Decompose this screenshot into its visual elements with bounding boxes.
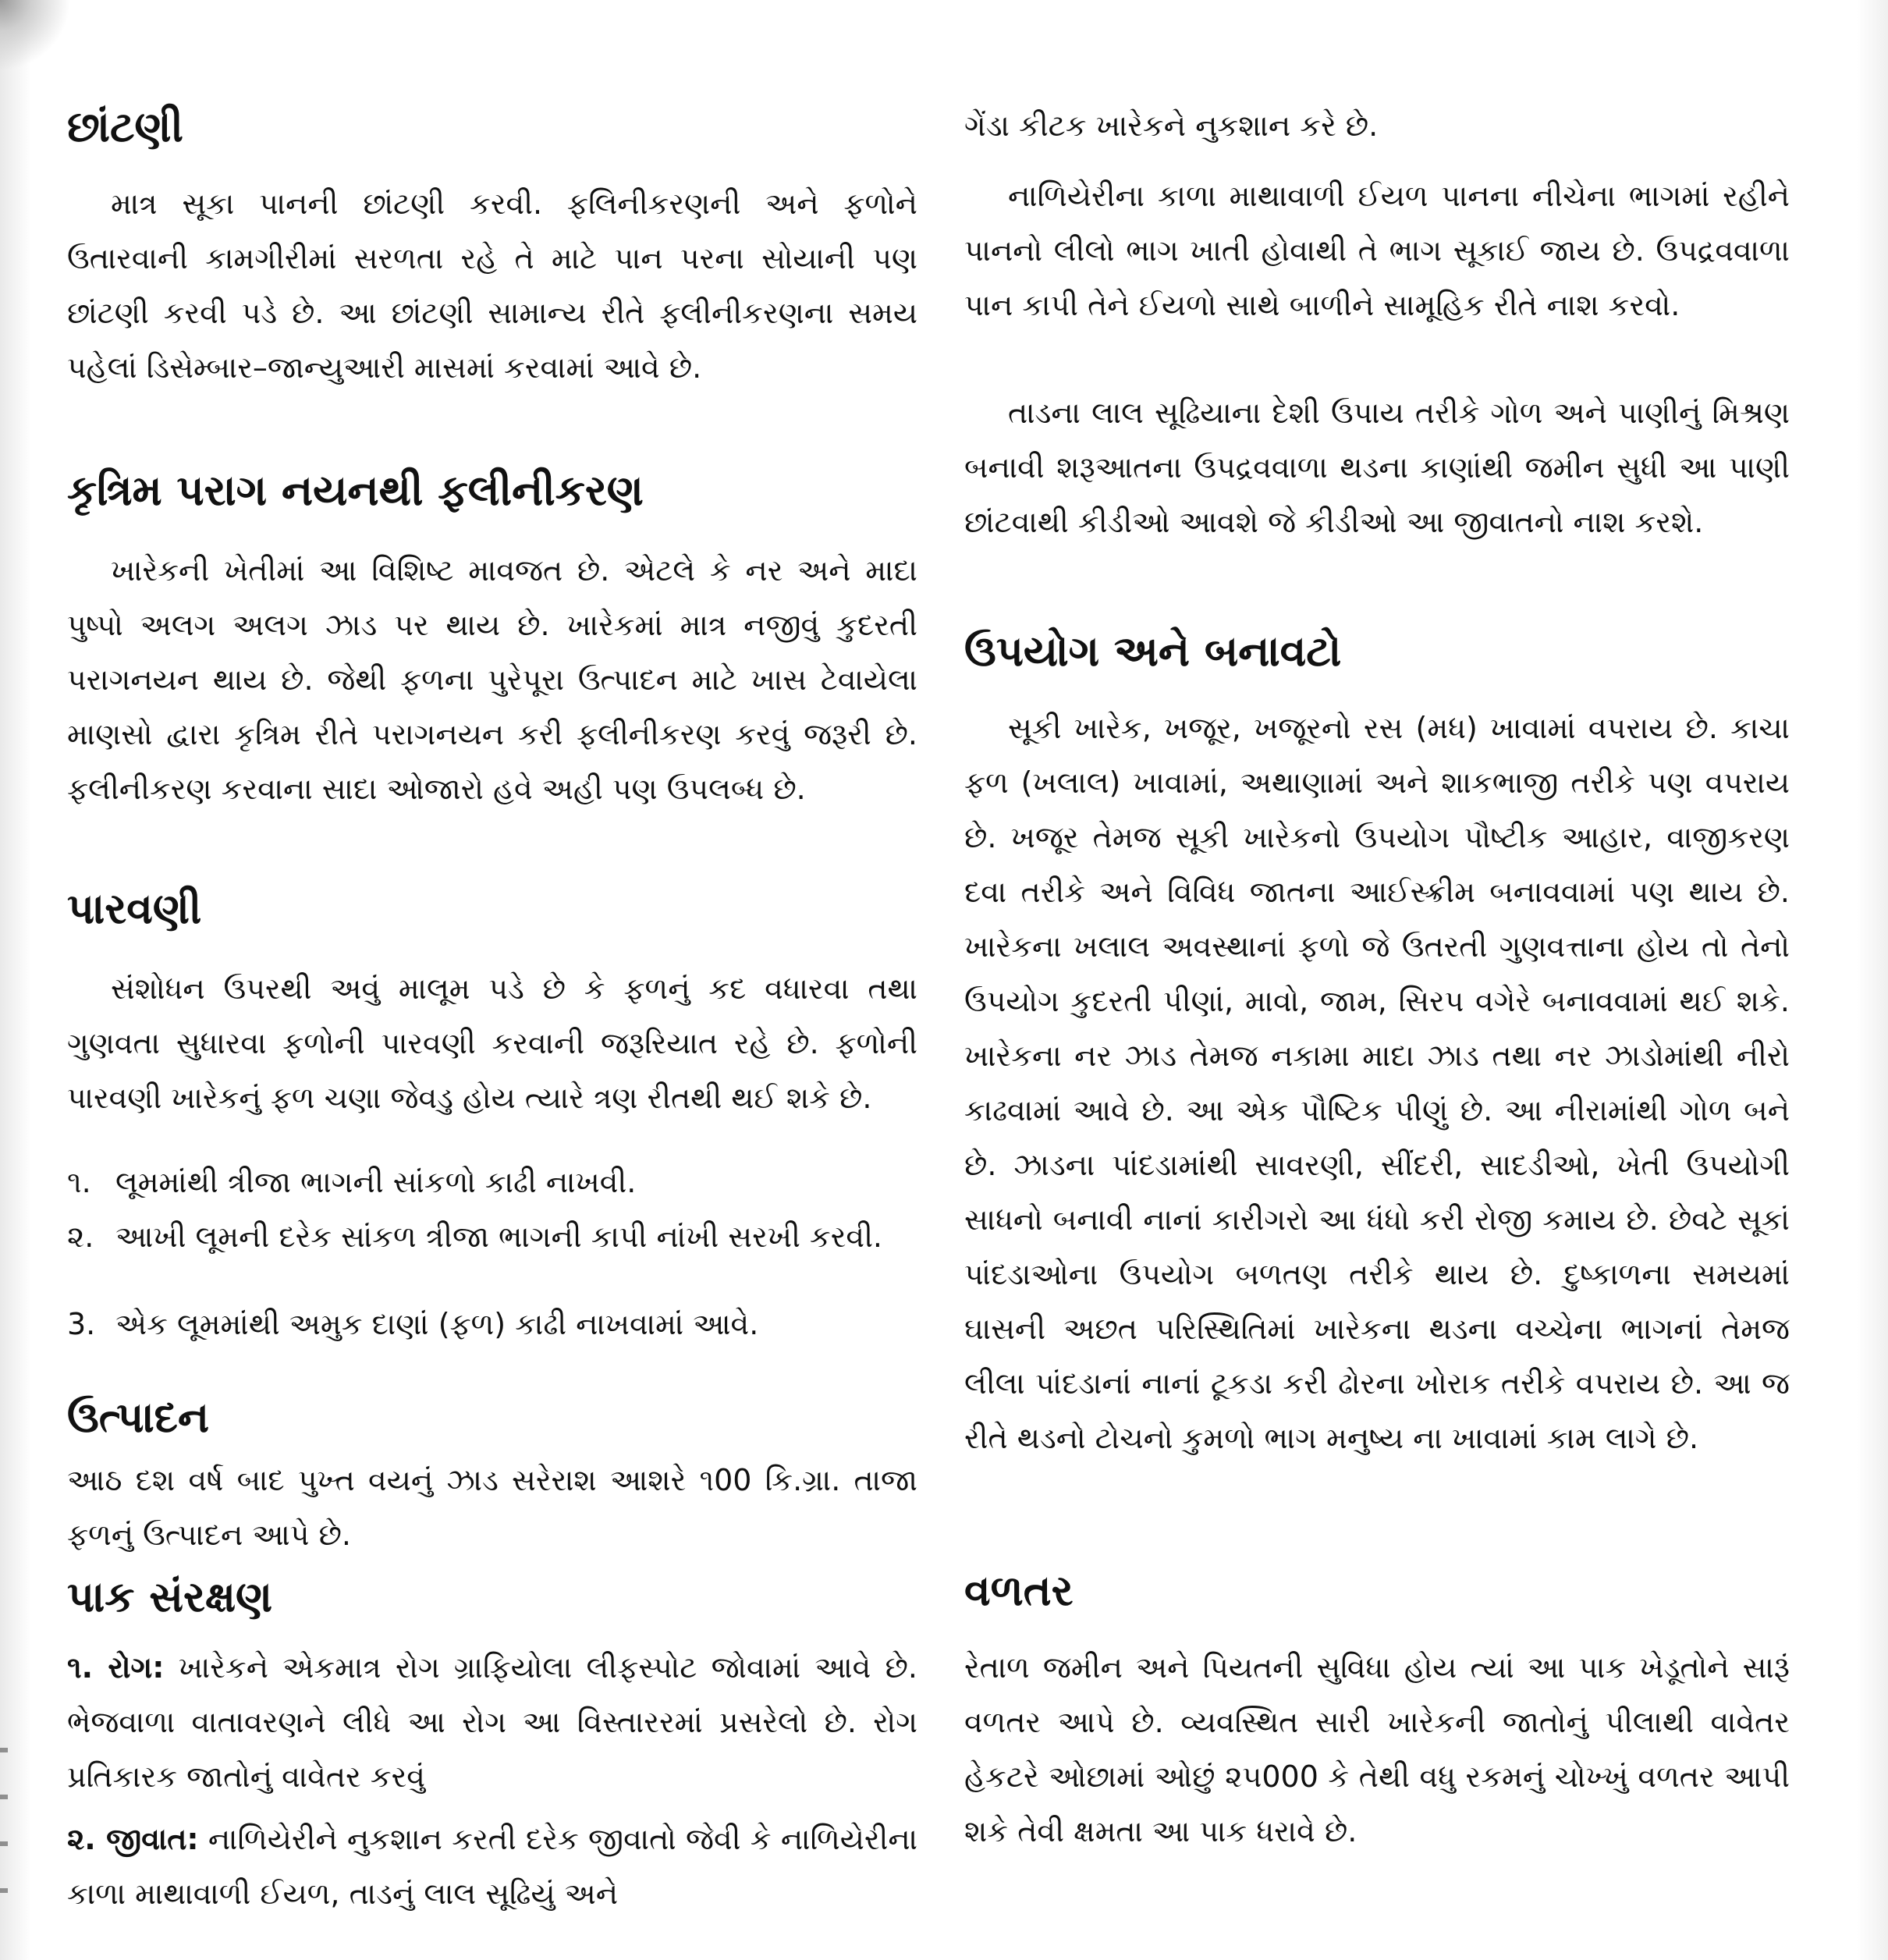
- heading-chhatni: છાંટણી: [67, 102, 183, 151]
- jivat-label: ૨. જીવાત:: [67, 1822, 199, 1856]
- para-sudhiya-upay: તાડના લાલ સૂઢિયાના દેશી ઉપાય તરીકે ગોળ અને પાણીનું મિશ્રણ બનાવી શરૂઆતના ઉપદ્રવવાળા થડના કાણાંથી જમીન સુધી આ પાણી છાંટવાથી કીડીઓ આવશે જે કીડીઓ આ જીવાતનો નાશ કરશે.: [964, 396, 1790, 539]
- para-jivat: [67, 1812, 917, 1921]
- heading-krutrim-paragnayan: કૃત્રિમ પરાગ નયનથી ફલીનીકરણ: [67, 466, 644, 515]
- para-upyog: સૂકી ખારેક, ખજૂર, ખજૂરનો રસ (મધ) ખાવામાં વપરાય છે. કાચા ફળ (ખલાલ) ખાવામાં, અથાણામાં અને શાકભાજી તરીકે પણ વપરાય છે. ખજૂર તેમજ સૂકી ખારેકનો ઉપયોગ પૌષ્ટીક આહાર, વાજીકરણ દવા તરીકે અને વિવિધ જાતના આઈસ્ક્રીમ બનાવવામાં પણ થાય છે. ખારેકના ખલાલ અવસ્થાનાં ફળો જે ઉતરતી ગુણવત્તાના હોય તો તેનો ઉપયોગ કુદરતી પીણાં, માવો, જામ, સિરપ વગેરે બનાવવામાં થઈ શકે. ખારેકના નર ઝાડ તેમજ નકામા માદા ઝાડ તથા નર ઝાડોમાંથી નીરો કાઢવામાં આવે છે. આ એક પૌષ્ટિક પીણું છે. આ નીરામાંથી ગોળ બને છે. ઝાડના પાંદડામાંથી સાવરણી, સીંદરી, સાદડીઓ, ખેતી ઉપયોગી સાધનો બનાવી નાનાં કારીગરો આ ધંધો કરી રોજી કમાય છે. છેવટે સૂકાં પાંદડાઓના ઉપયોગ બળતણ તરીકે થાય છે. દુષ્કાળના સમયમાં ઘાસની અછત પરિસ્થિતિમાં ખારેકના થડના વચ્ચેના ભાગનાં તેમજ લીલા પાંદડાનાં નાનાં ટૂકડા કરી ઢોરના ખોરાક તરીકે વપરાય છે. આ જ રીતે થડનો ટોચનો કુમળો ભાગ મનુષ્ય ના ખાવામાં કામ લાગે છે.: [964, 711, 1790, 1455]
- para-krutrim-paragnayan: ખારેકની ખેતીમાં આ વિશિષ્ટ માવજત છે. એટલે કે નર અને માદા પુષ્પો અલગ અલગ ઝાડ પર થાય છે. ખારેકમાં માત્ર નજીવું કુદરતી પરાગનયન થાય છે. જેથી ફળના પુરેપૂરા ઉત્પાદન માટે ખાસ ટેવાયેલા માણસો દ્વારા કૃત્રિમ રીતે પરાગનયન કરી ફલીનીકરણ કરવું જરૂરી છે. ફલીનીકરણ કરવાના સાદા ઓજારો હવે અહી પણ ઉપલબ્ધ છે.: [67, 553, 917, 806]
- heading-valtar: વળતર: [964, 1566, 1074, 1615]
- list-text: આખી લૂમની દરેક સાંકળ ત્રીજા ભાગની કાપી નાંખી સરખી કરવી.: [115, 1220, 883, 1254]
- list-text: એક લૂમમાંથી અમુક દાણાં (ફળ) કાઢી નાખવામાં આવે.: [115, 1307, 759, 1341]
- list-item: [67, 1209, 917, 1264]
- heading-upyog: ઉપયોગ અને બનાવટો: [964, 627, 1342, 676]
- para-iyal-upay: નાળિયેરીના કાળા માથાવાળી ઈયળ પાનના નીચેના ભાગમાં રહીને પાનનો લીલો ભાગ ખાતી હોવાથી તે ભાગ સૂકાઈ જાય છે. ઉપદ્રવવાળા પાન કાપી તેને ઈયળો સાથે બાળીને સામૂહિક રીતે નાશ કરવો.: [964, 179, 1790, 322]
- heading-utpadan: ઉત્પાદન: [67, 1393, 210, 1442]
- para-valtar: રેતાળ જમીન અને પિયતની સુવિધા હોય ત્યાં આ પાક ખેડૂતોને સારૂં વળતર આપે છે. વ્યવસ્થિત સારી ખારેકની જાતોનું પીલાથી વાવેતર હેકટરે ઓછામાં ઓછું ૨૫000 કે તેથી વધુ રકમનું ચોખ્ખું વળતર આપી શકે તેવી ક્ષમતા આ પાક ધરાવે છે.: [964, 1650, 1790, 1848]
- rog-text: ખારેકને એકમાત્ર રોગ ગ્રાફિયોલા લીફસ્પોટ જોવામાં આવે છે. ભેજવાળા વાતાવરણને લીધે આ રોગ આ વિસ્તારરમાં પ્રસરેલો છે. રોગ પ્રતિકારક જાતોનું વાવેતર કરવું: [67, 1650, 918, 1794]
- list-number: ૧.: [67, 1165, 91, 1199]
- jivat-text: નાળિયેરીને નુકશાન કરતી દરેક જીવાતો જેવી કે નાળિયેરીના કાળા માથાવાળી ઈયળ, તાડનું લાલ સૂઢિયું અને: [67, 1822, 918, 1911]
- list-number: ૨.: [67, 1220, 94, 1254]
- heading-parvani: પારવણી: [67, 884, 202, 933]
- para-continuation: ગેંડા કીટક ખારેકને નુકશાન કરે છે.: [964, 108, 1379, 143]
- scan-corner-shadow: [0, 0, 70, 70]
- list-item: [67, 1155, 917, 1209]
- rog-label: ૧. રોગ:: [67, 1650, 165, 1685]
- para-rog: [67, 1640, 917, 1804]
- para-chhatni: માત્ર સૂકા પાનની છાંટણી કરવી. ફલિનીકરણની અને ફળોને ઉતારવાની કામગીરીમાં સરળતા રહે તે માટે પાન પરના સોયાની પણ છાંટણી કરવી પડે છે. આ છાંટણી સામાન્ય રીતે ફલીનીકરણના સમય પહેલાં ડિસેમ્બાર–જાન્યુઆરી માસમાં કરવામાં આવે છે.: [67, 186, 917, 385]
- list-text: લૂમમાંથી ત્રીજા ભાગની સાંકળો કાઢી નાખવી.: [115, 1165, 637, 1199]
- list-number: 3.: [67, 1307, 96, 1341]
- binding-edge-marks: [0, 1748, 8, 1935]
- para-utpadan: આઠ દશ વર્ષ બાદ પુખ્ત વયનું ઝાડ સરેરાશ આશરે ૧00 કિ.ગ્રા. તાજા ફળનું ઉત્પાદન આપે છે.: [67, 1463, 917, 1552]
- heading-pak-sanrakshan: પાક સંરક્ષણ: [67, 1572, 273, 1621]
- list-item: [67, 1297, 917, 1351]
- para-parvani: સંશોધન ઉપરથી અવું માલૂમ પડે છે કે ફળનું કદ વધારવા તથા ગુણવતા સુધારવા ફળોની પારવણી કરવાની જરૂરિયાત રહે છે. ફળોની પારવણી ખારેકનું ફળ ચણા જેવડુ હોય ત્યારે ત્રણ રીતથી થઈ શકે છે.: [67, 971, 917, 1115]
